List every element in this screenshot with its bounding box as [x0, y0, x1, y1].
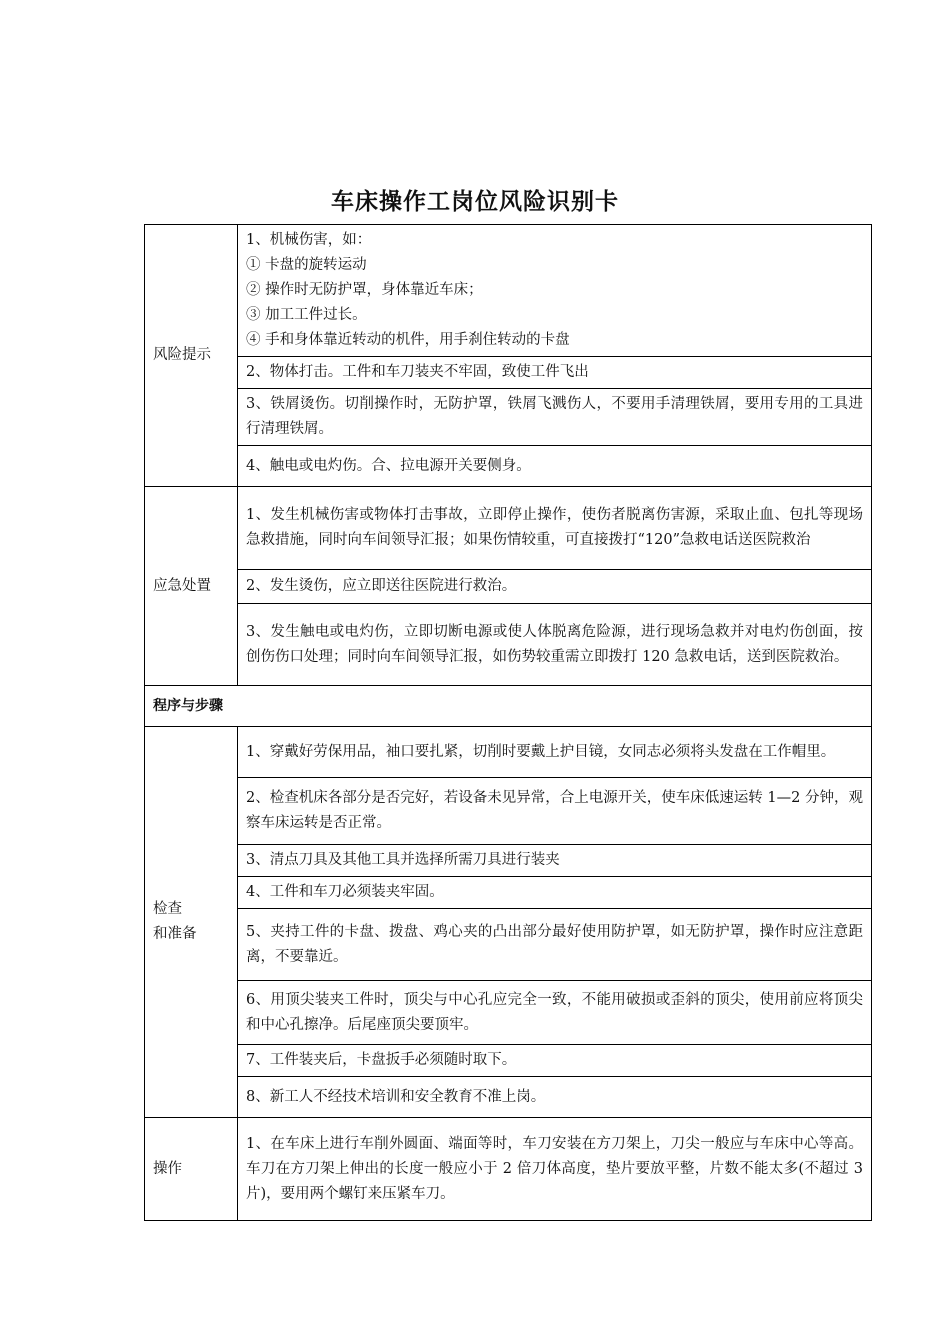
operation-item-1: 1、在车床上进行车削外圆面、端面等时，车刀安装在方刀架上，刀尖一般应与车床中心等高。车刀在方刀架上伸出的长度一般应小于 2 倍刀体高度，垫片要放平整，片数不能太多(不超过 3 片)，要用两个螺钉来压紧车刀。 [238, 1118, 872, 1221]
emergency-item-3: 3、发生触电或电灼伤，立即切断电源或使人体脱离危险源，进行现场急救并对电灼伤创面，按创伤伤口处理；同时向车间领导汇报，如伤势较重需立即拨打 120 急救电话，送到医院救治。 [238, 604, 872, 686]
table-row [145, 1045, 872, 1077]
check-label-line-2: 和准备 [153, 926, 197, 942]
table-row [145, 570, 872, 604]
risk-item-1-head: 1、机械伤害，如： [246, 232, 372, 248]
table-row [145, 225, 872, 357]
table-row [145, 604, 872, 686]
check-item-7: 7、工件装夹后，卡盘扳手必须随时取下。 [238, 1045, 872, 1077]
check-label-line-1: 检查 [153, 901, 182, 917]
table-row [145, 389, 872, 446]
table-row [145, 1118, 872, 1221]
check-label [145, 727, 238, 1118]
table-row [145, 727, 872, 778]
table-row [145, 686, 872, 727]
risk-item-4: 4、触电或电灼伤。合、拉电源开关要侧身。 [238, 446, 872, 487]
risk-item-3: 3、铁屑烫伤。切削操作时，无防护罩，铁屑飞溅伤人，不要用手清理铁屑，要用专用的工具进行清理铁屑。 [238, 389, 872, 446]
table-row [145, 446, 872, 487]
table-row [145, 981, 872, 1045]
risk-item-1 [238, 225, 872, 357]
table-row [145, 1077, 872, 1118]
risk-sub-3: ③ 加工工件过长。 [246, 307, 367, 323]
emergency-item-1: 1、发生机械伤害或物体打击事故，立即停止操作，使伤者脱离伤害源，采取止血、包扎等现场急救措施，同时向车间领导汇报；如果伤情较重，可直接拨打“120”急救电话送医院救治 [238, 487, 872, 570]
check-item-4: 4、工件和车刀必须装夹牢固。 [238, 877, 872, 909]
check-item-8: 8、新工人不经技术培训和安全教育不准上岗。 [238, 1077, 872, 1118]
table-row [145, 778, 872, 845]
table-row [145, 357, 872, 389]
check-item-1: 1、穿戴好劳保用品，袖口要扎紧，切削时要戴上护目镜，女同志必须将头发盘在工作帽里。 [238, 727, 872, 778]
risk-item-2: 2、物体打击。工件和车刀装夹不牢固，致使工件飞出 [238, 357, 872, 389]
check-item-6: 6、用顶尖装夹工件时，顶尖与中心孔应完全一致，不能用破损或歪斜的顶尖，使用前应将顶尖和中心孔擦净。后尾座顶尖要顶牢。 [238, 981, 872, 1045]
table-row [145, 487, 872, 570]
check-item-2: 2、检查机床各部分是否完好，若设备未见异常，合上电源开关，使车床低速运转 1—2 分钟，观察车床运转是否正常。 [238, 778, 872, 845]
risk-sub-4: ④ 手和身体靠近转动的机件，用手刹住转动的卡盘 [246, 332, 570, 348]
risk-sub-1: ① 卡盘的旋转运动 [246, 257, 367, 273]
table-row [145, 877, 872, 909]
table-row [145, 845, 872, 877]
emergency-item-2: 2、发生烫伤，应立即送往医院进行救治。 [238, 570, 872, 604]
page-title: 车床操作工岗位风险识别卡 [331, 189, 619, 215]
operation-label: 操作 [145, 1118, 238, 1221]
risk-label: 风险提示 [145, 225, 238, 487]
procedure-heading: 程序与步骤 [145, 686, 872, 727]
emergency-label: 应急处置 [145, 487, 238, 686]
risk-identification-table [144, 224, 872, 1221]
check-item-5: 5、夹持工件的卡盘、拨盘、鸡心夹的凸出部分最好使用防护罩，如无防护罩，操作时应注意距离，不要靠近。 [238, 909, 872, 981]
risk-sub-2: ② 操作时无防护罩，身体靠近车床； [246, 282, 483, 298]
table-row [145, 909, 872, 981]
check-item-3: 3、清点刀具及其他工具并选择所需刀具进行装夹 [238, 845, 872, 877]
